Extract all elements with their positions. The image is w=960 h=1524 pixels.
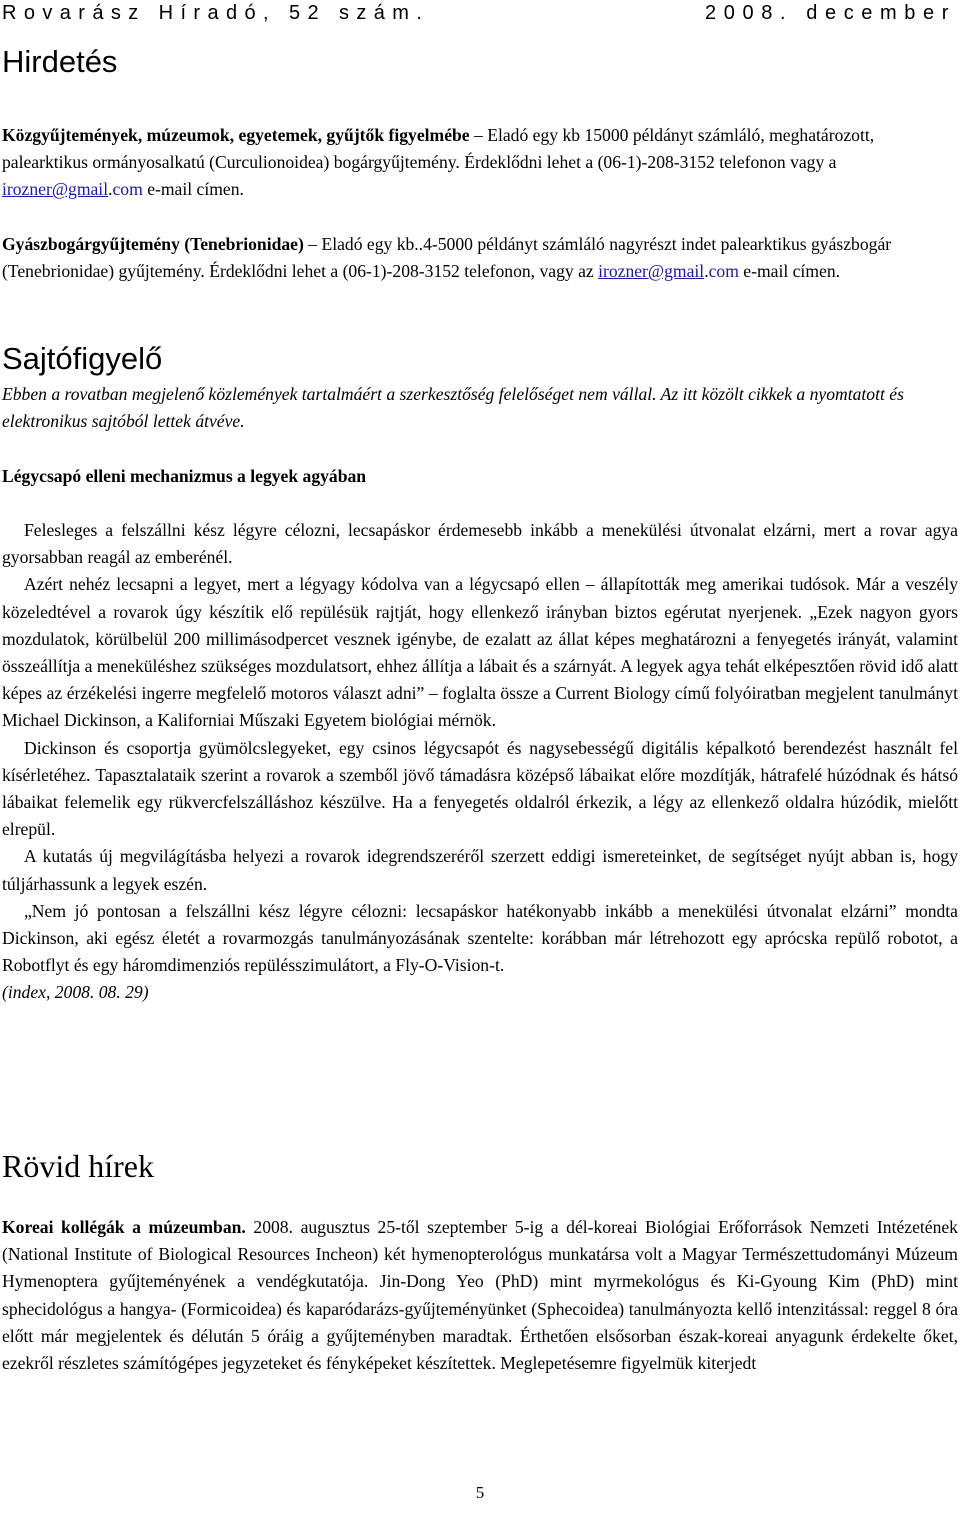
page-number: 5 <box>475 1483 485 1502</box>
article-source: (index, 2008. 08. 29) <box>2 982 149 1003</box>
ad2-email-user[interactable]: irozner@gmail <box>598 261 705 282</box>
ad1-body: – Eladó egy kb 15000 példányt számláló, meghatározott, palearktikus ormányosalkatú (Curculionoidea) bogárgyűjtemény. Érdeklődni lehet a (06-1)-208-3152 telefonon vagy a <box>2 125 875 173</box>
news-item-korean-colleagues <box>2 1214 958 1377</box>
press-disclaimer: Ebben a rovatban megjelenő közlemények tartalmáért a szerkesztőség felelőséget nem vállal. Az itt közölt cikkek a nyomtatott és elektronikus sajtóból lettek átvéve. <box>2 384 904 432</box>
ad-collection-tenebrionidae <box>2 231 958 285</box>
section-title-news: Rövid hírek <box>2 1148 154 1184</box>
article-paragraph-3: Dickinson és csoportja gyümölcslegyeket, egy csinos légycsapót és nagysebességű digitális képalkotó berendezést használt fel kísérletéhez. Tapasztalataik szerint a rovarok a szemből jövő támadásra középső lábaikat előre mozdítják, hátrafelé húzódnak és hátsó lábaikat felemelik egy rükvercfelszálláshoz készülve. Ha a fenyegetés oldalról érkezik, a légy az ellenkező oldalra húzódik, mielőtt elrepül. <box>2 737 958 840</box>
section-title-press: Sajtófigyelő <box>2 341 163 376</box>
ad1-email-tld[interactable]: com <box>112 179 143 200</box>
ad2-email-dot: . <box>704 261 709 282</box>
journal-issue: Rovarász Híradó, 52 szám. <box>2 2 430 24</box>
article-title: Légycsapó elleni mechanizmus a legyek agyában <box>2 466 367 486</box>
issue-date: 2008. december <box>705 2 956 24</box>
article-paragraph-4: A kutatás új megvilágításba helyezi a rovarok idegrendszeréről szerzett eddigi ismereteinket, de segítséget nyújt abban is, hogy túljárhassunk a legyek eszén. <box>2 846 958 894</box>
section-title-ads: Hirdetés <box>2 44 118 79</box>
running-header <box>2 0 956 26</box>
ad2-email-tld[interactable]: com <box>708 261 739 282</box>
article-paragraph-2: Azért nehéz lecsapni a legyet, mert a légyagy kódolva van a légycsapó ellen – állapították meg amerikai tudósok. Már a veszély közeledtével a rovarok úgy készítik elő repülésük rajtját, hogy ellenkező irányban biztos egérutat nyerjenek. „Ezek nagyon gyors mozdulatok, körülbelül 200 millimásodpercet vesznek igénybe, de ezalatt az állat képes meghatározni a fenyegetés irányát, valamint összeállítja a meneküléshez szükséges mozdulatsort, ehhez állítja a lábait és a szárnyát. A legyek agya tehát elképesztően rövid idő alatt képes az érzékelési ingerre megfelelő motoros választ adni” – foglalta össze a Current Biology című folyóiratban megjelent tanulmányt Michael Dickinson, a Kaliforniai Műszaki Egyetem biológiai mérnök. <box>2 574 958 731</box>
ad1-tail: e-mail címen. <box>142 179 244 200</box>
ad1-heading: Közgyűjtemények, múzeumok, egyetemek, gyűjtők figyelmébe <box>2 125 470 145</box>
ad2-body: – Eladó egy kb..4-5000 példányt számláló nagyrészt indet palearktikus gyászbogár (Tenebrionidae) gyűjtemény. Érdeklődni lehet a (06-1)-208-3152 telefonon, vagy az <box>2 234 892 282</box>
news-item1-body: 2008. augusztus 25-től szeptember 5-ig a dél-koreai Biológiai Erőforrások Nemzeti Intézetének (National Institute of Biological Resources Incheon) két hymenopterológus munkatársa volt a Magyar Természettudományi Múzeum Hymenoptera gyűjteményének a vendégkutatója. Jin-Dong Yeo (PhD) mint myrmekológus és Ki-Gyoung Kim (PhD) mint sphecidológus a hangya- (Formicoidea) és kaparódarázs-gyűjteményünket (Sphecoidea) tanulmányozta kellő intenzitással: reggel 8 óra előtt már megjelentek és délután 5 óráig a gyűjteményben maradtak. Érthetően elsősorban észak-koreai anyagunk érdekelte őket, ezekről részletes számítógépes jegyzeteket és fényképeket készítettek. Meglepetésemre figyelmük kiterjedt <box>2 1217 958 1374</box>
ad1-email-dot: . <box>108 179 113 200</box>
ad-collection-curculionoidea <box>2 122 958 204</box>
ad2-tail: e-mail címen. <box>738 261 841 282</box>
news-item1-heading: Koreai kollégák a múzeumban. <box>2 1217 246 1237</box>
article-body <box>2 517 958 1007</box>
ad2-heading: Gyászbogárgyűjtemény (Tenebrionidae) <box>2 234 304 254</box>
article-paragraph-5: „Nem jó pontosan a felszállni kész légyre célozni: lecsapáskor hatékonyabb inkább a menekülési útvonalat elzárni” mondta Dickinson, aki egész életét a rovarmozgás tanulmányozásának szentelte: korábban már létrehozott egy aprócska repülő robotot, a Robotflyt és egy háromdimenziós repülésszimulátort, a Fly-O-Vision-t. <box>2 900 958 976</box>
ad1-email-user[interactable]: irozner@gmail <box>2 179 109 200</box>
article-paragraph-1: Felesleges a felszállni kész légyre célozni, lecsapáskor érdemesebb inkább a menekülési útvonalat elzárni, mert a rovar agya gyorsabban reagál az emberénél. <box>2 520 958 568</box>
